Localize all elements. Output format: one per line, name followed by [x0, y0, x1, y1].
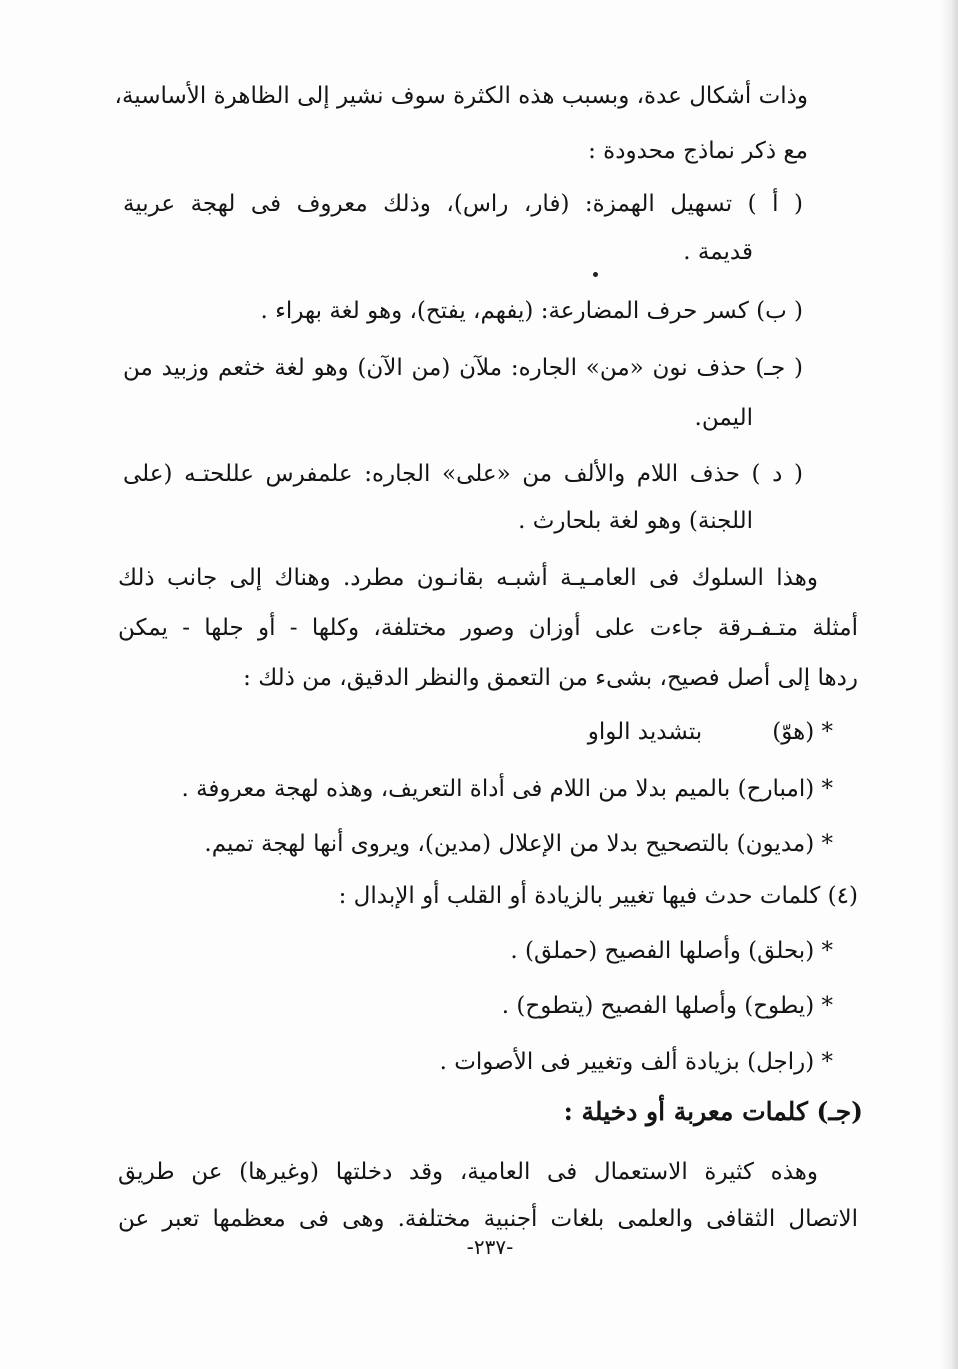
- bullet-item: * (يطوح) وأصلها الفصيح (يتطوح) .: [501, 993, 833, 1019]
- page-number: -٢٣٧-: [466, 1235, 514, 1259]
- text-line: ردها إلى أصل فصيح، بشىء من التعمق والنظر الدقيق، من ذلك :: [243, 665, 858, 691]
- scan-speck: [593, 272, 598, 277]
- text-line: وذات أشكال عدة، وبسبب هذه الكثرة سوف نشير إلى الظاهرة الأساسية،: [114, 83, 808, 109]
- bullet-word: * (هوّ): [772, 719, 833, 745]
- text-line: الاتصال الثقافى والعلمى بلغات أجنبية مختلفة. وهى فى معظمها تعبر عن: [118, 1206, 858, 1232]
- text-line: اليمن.: [694, 405, 753, 431]
- list-item-d: ( د ) حذف اللام والألف من «على» الجاره: علمفرس عللحتـه (على: [123, 461, 803, 487]
- bullet-item: * (راجل) بزيادة ألف وتغيير فى الأصوات .: [439, 1049, 833, 1075]
- bullet-item: [133, 716, 833, 748]
- list-item-c: ( جـ) حذف نون «من» الجاره: ملآن (من الآن) وهو لغة خثعم وزبيد من: [123, 355, 803, 381]
- bullet-item: * (بحلق) وأصلها الفصيح (حملق) .: [510, 938, 833, 964]
- bullet-item: * (مديون) بالتصحيح بدلا من الإعلال (مدين)، ويروى أنها لهجة تميم.: [204, 831, 833, 857]
- text-line: وهذه كثيرة الاستعمال فى العامية، وقد دخلتها (وغيرها) عن طريق: [118, 1159, 818, 1185]
- bullet-note: بتشديد الواو: [587, 719, 703, 745]
- text-line: وهذا السلوك فى العامـيـة أشبـه بقانـون مطرد. وهناك إلى جانب ذلك: [118, 565, 818, 591]
- section-heading-4: (٤) كلمات حدث فيها تغيير بالزيادة أو القلب أو الإبدال :: [338, 883, 858, 909]
- list-item-b: ( ب) كسر حرف المضارعة: (يفهم، يفتح)، وهو لغة بهراء .: [260, 298, 803, 324]
- page-binding-edge: [940, 0, 958, 1369]
- bullet-item: * (امبارح) بالميم بدلا من اللام فى أداة التعريف، وهذه لهجة معروفة .: [181, 776, 833, 802]
- text-line: مع ذكر نماذج محدودة :: [588, 138, 808, 164]
- text-line: اللجنة) وهو لغة بلحارث .: [518, 508, 753, 534]
- text-line: قديمة .: [683, 239, 753, 265]
- list-item-a: ( أ ) تسهيل الهمزة: (فار، راس)، وذلك معروف فى لهجة عربية: [123, 191, 803, 217]
- text-line: أمثلة متـفـرقة جاءت على أوزان وصور مختلفة، وكلها - أو جلها - يمكن: [118, 615, 858, 641]
- section-heading-j: (جـ) كلمات معربة أو دخيلة :: [563, 1097, 863, 1126]
